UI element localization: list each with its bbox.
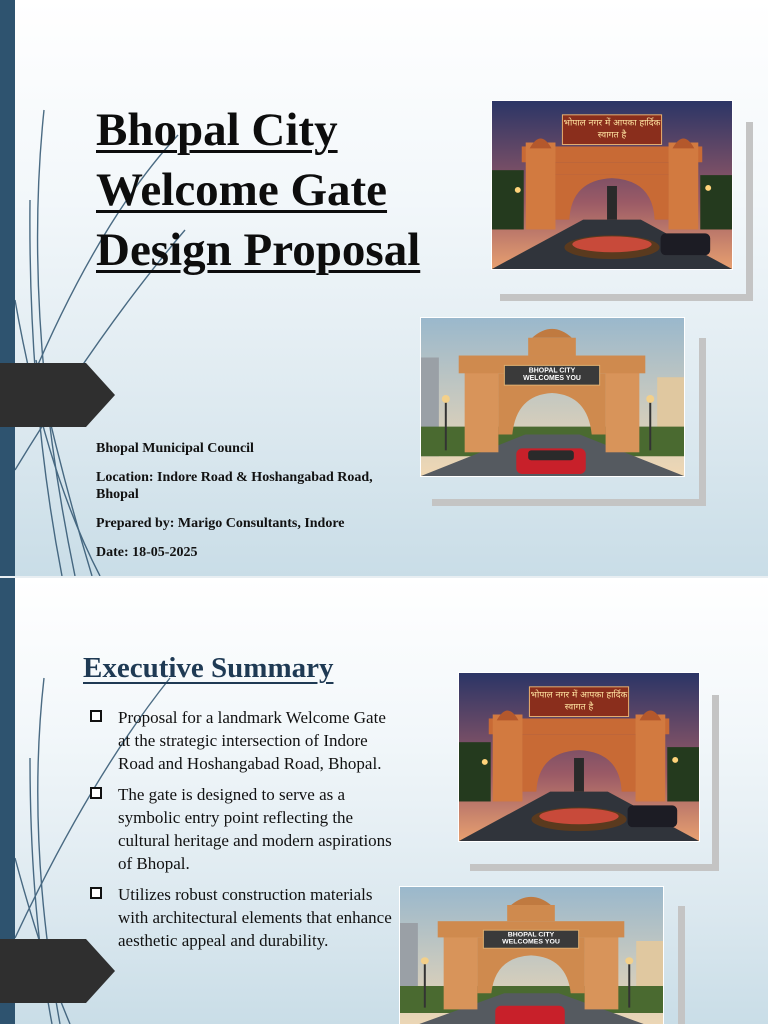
prepared-by-text: Prepared by: Marigo Consultants, Indore [96, 516, 345, 531]
day-sign-line1-2: BHOPAL CITY [507, 932, 555, 939]
date-text: Date: 18-05-2025 [96, 545, 198, 560]
section-title: Executive Summary [83, 652, 334, 684]
day-sign-line1: BHOPAL CITY [528, 367, 576, 375]
gate-night-image [491, 100, 733, 270]
bullet-text: Proposal for a landmark Welcome Gate at the strategic intersection of Indore Road and Hoshangabad Road, Bhopal. [118, 708, 386, 773]
summary-list [90, 706, 400, 960]
day-sign-line2-2: WELCOMES YOU [502, 939, 560, 946]
gate-night-image-2 [458, 672, 700, 842]
location-text: Location: Indore Road & Hoshangabad Road, Bhopal [96, 470, 373, 502]
page-title: Bhopal City Welcome Gate Design Proposal [96, 104, 421, 276]
bullet-text: The gate is designed to serve as a symbolic entry point reflecting the cultural heritage and modern aspirations of Bhopal. [118, 785, 392, 873]
bullet-text: Utilizes robust construction materials with architectural elements that enhance aesthetic appeal and durability. [118, 885, 392, 950]
checkbox-bullet-icon [90, 710, 102, 722]
list-item [90, 706, 400, 775]
organization-text: Bhopal Municipal Council [96, 441, 254, 456]
night-sign-text: भोपाल नगर में आपका हार्दिक स्वागत है [563, 118, 661, 141]
night-sign-text-2: भोपाल नगर में आपका हार्दिक स्वागत है [530, 690, 628, 713]
list-item [90, 883, 400, 952]
gate-day-image-2 [399, 886, 664, 1024]
checkbox-bullet-icon [90, 787, 102, 799]
day-sign-line2: WELCOMES YOU [523, 375, 581, 383]
gate-day-image [420, 317, 685, 477]
executive-summary-slide [0, 578, 768, 1024]
list-item [90, 783, 400, 875]
checkbox-bullet-icon [90, 887, 102, 899]
